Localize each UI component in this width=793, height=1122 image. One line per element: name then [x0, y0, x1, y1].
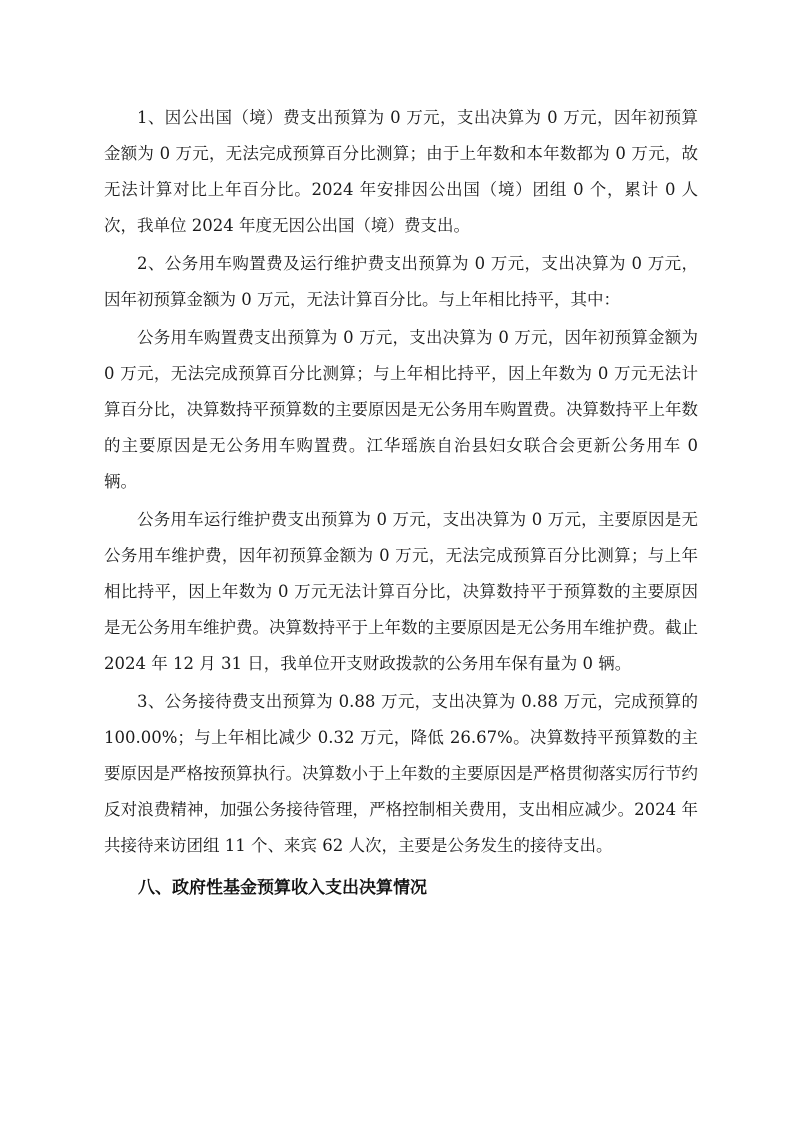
document-body [104, 100, 698, 906]
paragraph-vehicle-expense-summary: 2、公务用车购置费及运行维护费支出预算为 0 万元，支出决算为 0 万元，因年初预算金额为 0 万元，无法计算百分比。与上年相比持平，其中： [104, 254, 698, 309]
section-heading: 八、政府性基金预算收入支出决算情况 [138, 878, 427, 898]
paragraph-vehicle-maintenance-expense: 公务用车运行维护费支出预算为 0 万元，支出决算为 0 万元，主要原因是无公务用车维护费，因年初预算金额为 0 万元，无法完成预算百分比测算；与上年相比持平，因上年数为 0 万元无法计算百分比，决算数持平于预算数的主要原因是无公务用车维护费。决算数持平于上年数的主要原因是无公务用车维护费。截止 2024 年 12 月 31 日，我单位开支财政拨款的公务用车保有量为 0 辆。 [104, 510, 698, 673]
paragraph-reception-expense: 3、公务接待费支出预算为 0.88 万元，支出决算为 0.88 万元，完成预算的 100.00%；与上年相比减少 0.32 万元，降低 26.67%。决算数持平预算数的主要原因是严格按预算执行。决算数小于上年数的主要原因是严格贯彻落实厉行节约反对浪费精神，加强公务接待管理，严格控制相关费用，支出相应减少。2024 年共接待来访团组 11 个、来宾 62 人次，主要是公务发生的接待支出。 [104, 692, 698, 855]
paragraph-vehicle-purchase-expense: 公务用车购置费支出预算为 0 万元，支出决算为 0 万元，因年初预算金额为 0 万元，无法完成预算百分比测算；与上年相比持平，因上年数为 0 万元无法计算百分比，决算数持平预算数的主要原因是无公务用车购置费。决算数持平上年数的主要原因是无公务用车购置费。江华瑶族自治县妇女联合会更新公务用车 0 辆。 [104, 328, 698, 491]
paragraph-overseas-travel-expense: 1、因公出国（境）费支出预算为 0 万元，支出决算为 0 万元，因年初预算金额为 0 万元，无法完成预算百分比测算；由于上年数和本年数都为 0 万元，故无法计算对比上年百分比。2024 年安排因公出国（境）团组 0 个，累计 0 人次，我单位 2024 年度无因公出国（境）费支出。 [104, 108, 698, 235]
